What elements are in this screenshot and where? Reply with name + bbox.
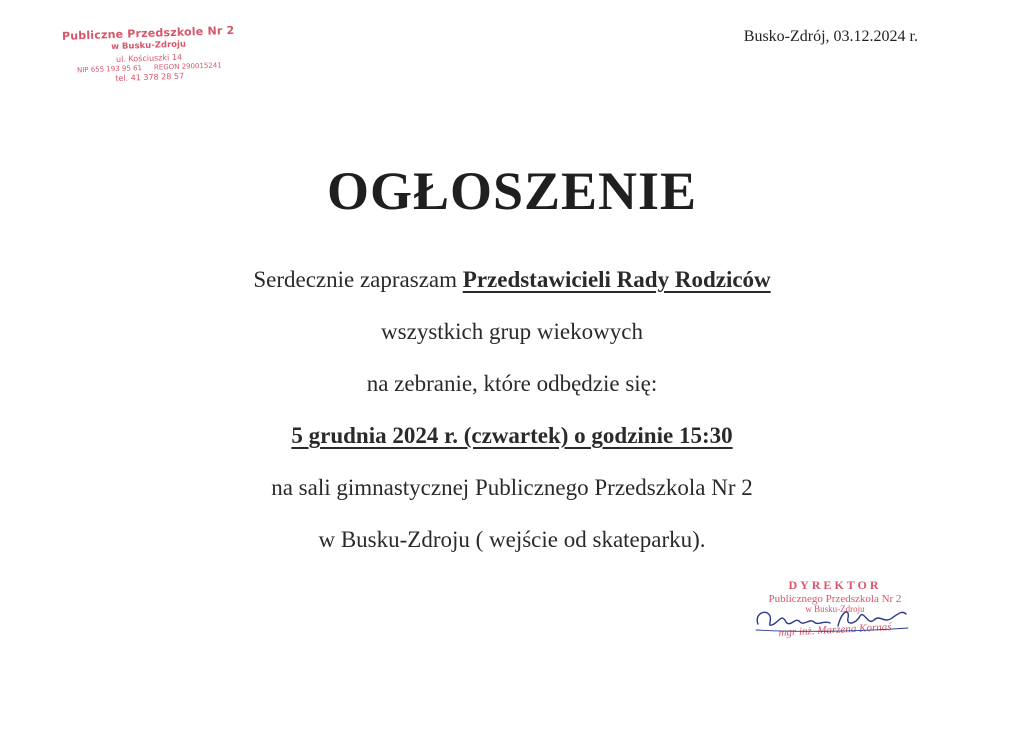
announcement-body (0, 254, 1024, 566)
page-title: OGŁOSZENIE (326, 161, 698, 221)
document-date: Busko-Zdrój, 03.12.2024 r. (743, 28, 918, 45)
body-line-6: w Busku-Zdroju ( wejście od skateparku). (318, 527, 706, 552)
stamp-school-regon: REGON 290015241 (153, 61, 222, 72)
body-line-4-bold: 5 grudnia 2024 r. (czwartek) o godzinie 15:30 (291, 423, 733, 448)
body-line-1-bold: Przedstawicieli Rady Rodziców (462, 267, 771, 292)
director-stamp-school: Publicznego Przedszkola Nr 2 (768, 593, 902, 605)
school-stamp (58, 24, 240, 85)
director-stamp-name: mgr inż. Marzena Kornaś (778, 621, 892, 639)
body-line-1 (0, 254, 1024, 306)
body-line-3: na zebranie, które odbędzie się: (366, 371, 658, 396)
body-line-2: wszystkich grup wiekowych (381, 319, 643, 344)
stamp-school-city: w Busku-Zdroju (111, 39, 187, 53)
stamp-school-name: Publiczne Przedszkole Nr 2 (61, 23, 235, 43)
director-stamp-title: DYREKTOR (788, 578, 882, 592)
stamp-school-tel: tel. 41 378 28 57 (115, 71, 185, 84)
body-line-4 (0, 410, 1024, 462)
director-stamp-city: w Busku-Zdroju (805, 604, 865, 614)
stamp-school-nip: NIP 655 193 95 61 (76, 64, 143, 75)
body-line-1-prefix: Serdecznie zapraszam (253, 267, 463, 292)
body-line-5: na sali gimnastycznej Publicznego Przedszkola Nr 2 (271, 475, 753, 500)
stamp-school-street: ul. Kościuszki 14 (115, 52, 183, 64)
handwritten-signature (752, 602, 912, 636)
